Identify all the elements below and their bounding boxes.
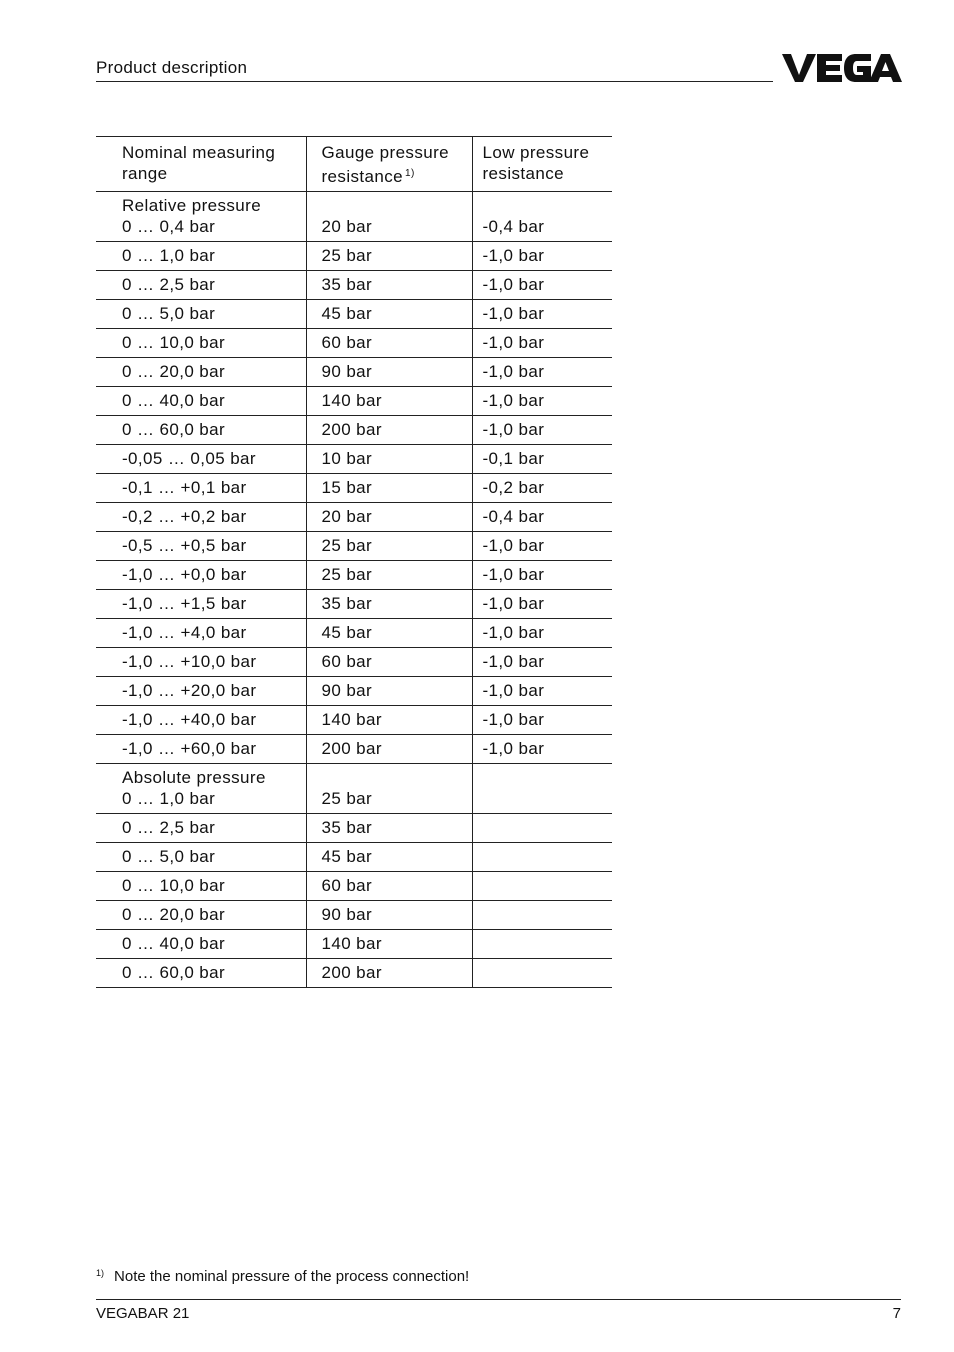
cell-low: -0,4 bar [472, 503, 612, 532]
cell-gauge: 90 bar [306, 677, 472, 706]
cell-low: -1,0 bar [472, 329, 612, 358]
table-row [96, 387, 612, 416]
cell-range [96, 416, 306, 445]
table-row [96, 843, 612, 872]
table-row [96, 445, 612, 474]
cell-gauge: 20 bar [306, 503, 472, 532]
range-value: 0 … 5,0 bar [122, 847, 216, 866]
cell-low [472, 872, 612, 901]
cell-gauge: 25 bar [306, 764, 472, 814]
table-row [96, 735, 612, 764]
cell-gauge: 60 bar [306, 648, 472, 677]
table-row [96, 474, 612, 503]
cell-range [96, 192, 306, 242]
pressure-specification-table [96, 136, 612, 988]
cell-low [472, 843, 612, 872]
footnote-mark: 1) [96, 1268, 105, 1278]
cell-low: -0,1 bar [472, 445, 612, 474]
cell-low: -1,0 bar [472, 619, 612, 648]
table-row [96, 814, 612, 843]
table-row [96, 901, 612, 930]
range-value: -0,05 … 0,05 bar [122, 449, 256, 468]
cell-low: -1,0 bar [472, 387, 612, 416]
cell-range [96, 901, 306, 930]
table-row [96, 532, 612, 561]
table-row [96, 677, 612, 706]
cell-gauge: 200 bar [306, 735, 472, 764]
range-value: 0 … 10,0 bar [122, 333, 226, 352]
range-value: 0 … 60,0 bar [122, 420, 226, 439]
cell-low: -1,0 bar [472, 242, 612, 271]
cell-low: -0,4 bar [472, 192, 612, 242]
cell-range [96, 619, 306, 648]
cell-range [96, 677, 306, 706]
cell-low [472, 959, 612, 988]
table-row [96, 764, 612, 814]
table-row [96, 930, 612, 959]
cell-low: -1,0 bar [472, 358, 612, 387]
range-value: 0 … 2,5 bar [122, 275, 216, 294]
range-value: -1,0 … +10,0 bar [122, 652, 257, 671]
column-header-range: Nominal measuring range [96, 137, 306, 192]
range-value: 0 … 1,0 bar [122, 246, 216, 265]
table-row [96, 619, 612, 648]
cell-gauge: 140 bar [306, 387, 472, 416]
table-row [96, 329, 612, 358]
cell-gauge: 90 bar [306, 901, 472, 930]
cell-low [472, 930, 612, 959]
cell-low: -1,0 bar [472, 561, 612, 590]
cell-low: -1,0 bar [472, 532, 612, 561]
table-row [96, 358, 612, 387]
cell-range [96, 300, 306, 329]
table-header-row [96, 137, 612, 192]
cell-gauge: 200 bar [306, 416, 472, 445]
group-label: Relative pressure [122, 196, 262, 215]
cell-low [472, 901, 612, 930]
cell-gauge: 35 bar [306, 271, 472, 300]
cell-low: -1,0 bar [472, 590, 612, 619]
range-value: -1,0 … +0,0 bar [122, 565, 247, 584]
page-number: 7 [892, 1305, 901, 1322]
range-value: 0 … 2,5 bar [122, 818, 216, 837]
cell-range [96, 358, 306, 387]
cell-range [96, 735, 306, 764]
cell-range [96, 503, 306, 532]
cell-gauge: 25 bar [306, 561, 472, 590]
range-value: 0 … 5,0 bar [122, 304, 216, 323]
cell-gauge: 15 bar [306, 474, 472, 503]
column-header-gauge: Gauge pressure resistance $^{1)}$ [306, 137, 472, 192]
cell-low: -1,0 bar [472, 706, 612, 735]
cell-range [96, 872, 306, 901]
cell-range [96, 445, 306, 474]
cell-gauge: 10 bar [306, 445, 472, 474]
cell-range [96, 706, 306, 735]
cell-range [96, 648, 306, 677]
cell-low [472, 814, 612, 843]
cell-gauge: 45 bar [306, 619, 472, 648]
range-value: 0 … 20,0 bar [122, 362, 226, 381]
cell-range [96, 242, 306, 271]
table-row [96, 416, 612, 445]
column-header-low: Low pressure resistance [472, 137, 612, 192]
range-value: -1,0 … +4,0 bar [122, 623, 247, 642]
cell-range [96, 843, 306, 872]
vega-logo [782, 50, 902, 86]
range-value: 0 … 40,0 bar [122, 391, 226, 410]
cell-gauge: 25 bar [306, 242, 472, 271]
range-value: -0,2 … +0,2 bar [122, 507, 247, 526]
range-value: 0 … 40,0 bar [122, 934, 226, 953]
cell-gauge: 200 bar [306, 959, 472, 988]
cell-range [96, 930, 306, 959]
table-row [96, 872, 612, 901]
group-label: Absolute pressure [122, 768, 266, 787]
cell-range [96, 271, 306, 300]
cell-gauge: 60 bar [306, 329, 472, 358]
table-row [96, 706, 612, 735]
cell-gauge: 90 bar [306, 358, 472, 387]
section-title: Product description [96, 58, 248, 77]
table-row [96, 242, 612, 271]
cell-gauge: 140 bar [306, 706, 472, 735]
cell-gauge: 45 bar [306, 300, 472, 329]
table-row [96, 648, 612, 677]
footnote-reference: 1) [404, 168, 415, 179]
cell-gauge: 35 bar [306, 590, 472, 619]
cell-low: -1,0 bar [472, 677, 612, 706]
table-row [96, 959, 612, 988]
table-row [96, 271, 612, 300]
cell-low: -1,0 bar [472, 300, 612, 329]
range-value: -1,0 … +60,0 bar [122, 739, 257, 758]
cell-range [96, 814, 306, 843]
range-value: -0,5 … +0,5 bar [122, 536, 247, 555]
cell-gauge: 35 bar [306, 814, 472, 843]
cell-low: -1,0 bar [472, 416, 612, 445]
cell-range [96, 387, 306, 416]
range-value: -1,0 … +20,0 bar [122, 681, 257, 700]
range-value: -0,1 … +0,1 bar [122, 478, 247, 497]
cell-low: -1,0 bar [472, 271, 612, 300]
cell-low: -1,0 bar [472, 648, 612, 677]
cell-low [472, 764, 612, 814]
cell-gauge: 20 bar [306, 192, 472, 242]
range-value: 0 … 10,0 bar [122, 876, 226, 895]
table-row [96, 300, 612, 329]
cell-range [96, 532, 306, 561]
cell-range [96, 959, 306, 988]
footnote [96, 1268, 469, 1285]
header-rule [96, 81, 773, 82]
range-value: 0 … 20,0 bar [122, 905, 226, 924]
footnote-text: Note the nominal pressure of the process connection! [114, 1268, 470, 1285]
cell-gauge: 25 bar [306, 532, 472, 561]
cell-gauge: 140 bar [306, 930, 472, 959]
cell-gauge: 45 bar [306, 843, 472, 872]
range-value: 0 … 1,0 bar [122, 789, 216, 808]
cell-range [96, 474, 306, 503]
footer-product-name: VEGABAR 21 [96, 1305, 190, 1322]
range-value: -1,0 … +40,0 bar [122, 710, 257, 729]
cell-range [96, 764, 306, 814]
table-row [96, 561, 612, 590]
range-value: 0 … 0,4 bar [122, 217, 216, 236]
table-row [96, 590, 612, 619]
range-value: -1,0 … +1,5 bar [122, 594, 247, 613]
cell-range [96, 329, 306, 358]
table-row [96, 503, 612, 532]
cell-range [96, 561, 306, 590]
table-row [96, 192, 612, 242]
footer-rule [96, 1299, 901, 1300]
range-value: 0 … 60,0 bar [122, 963, 226, 982]
cell-low: -1,0 bar [472, 735, 612, 764]
cell-range [96, 590, 306, 619]
cell-low: -0,2 bar [472, 474, 612, 503]
cell-gauge: 60 bar [306, 872, 472, 901]
